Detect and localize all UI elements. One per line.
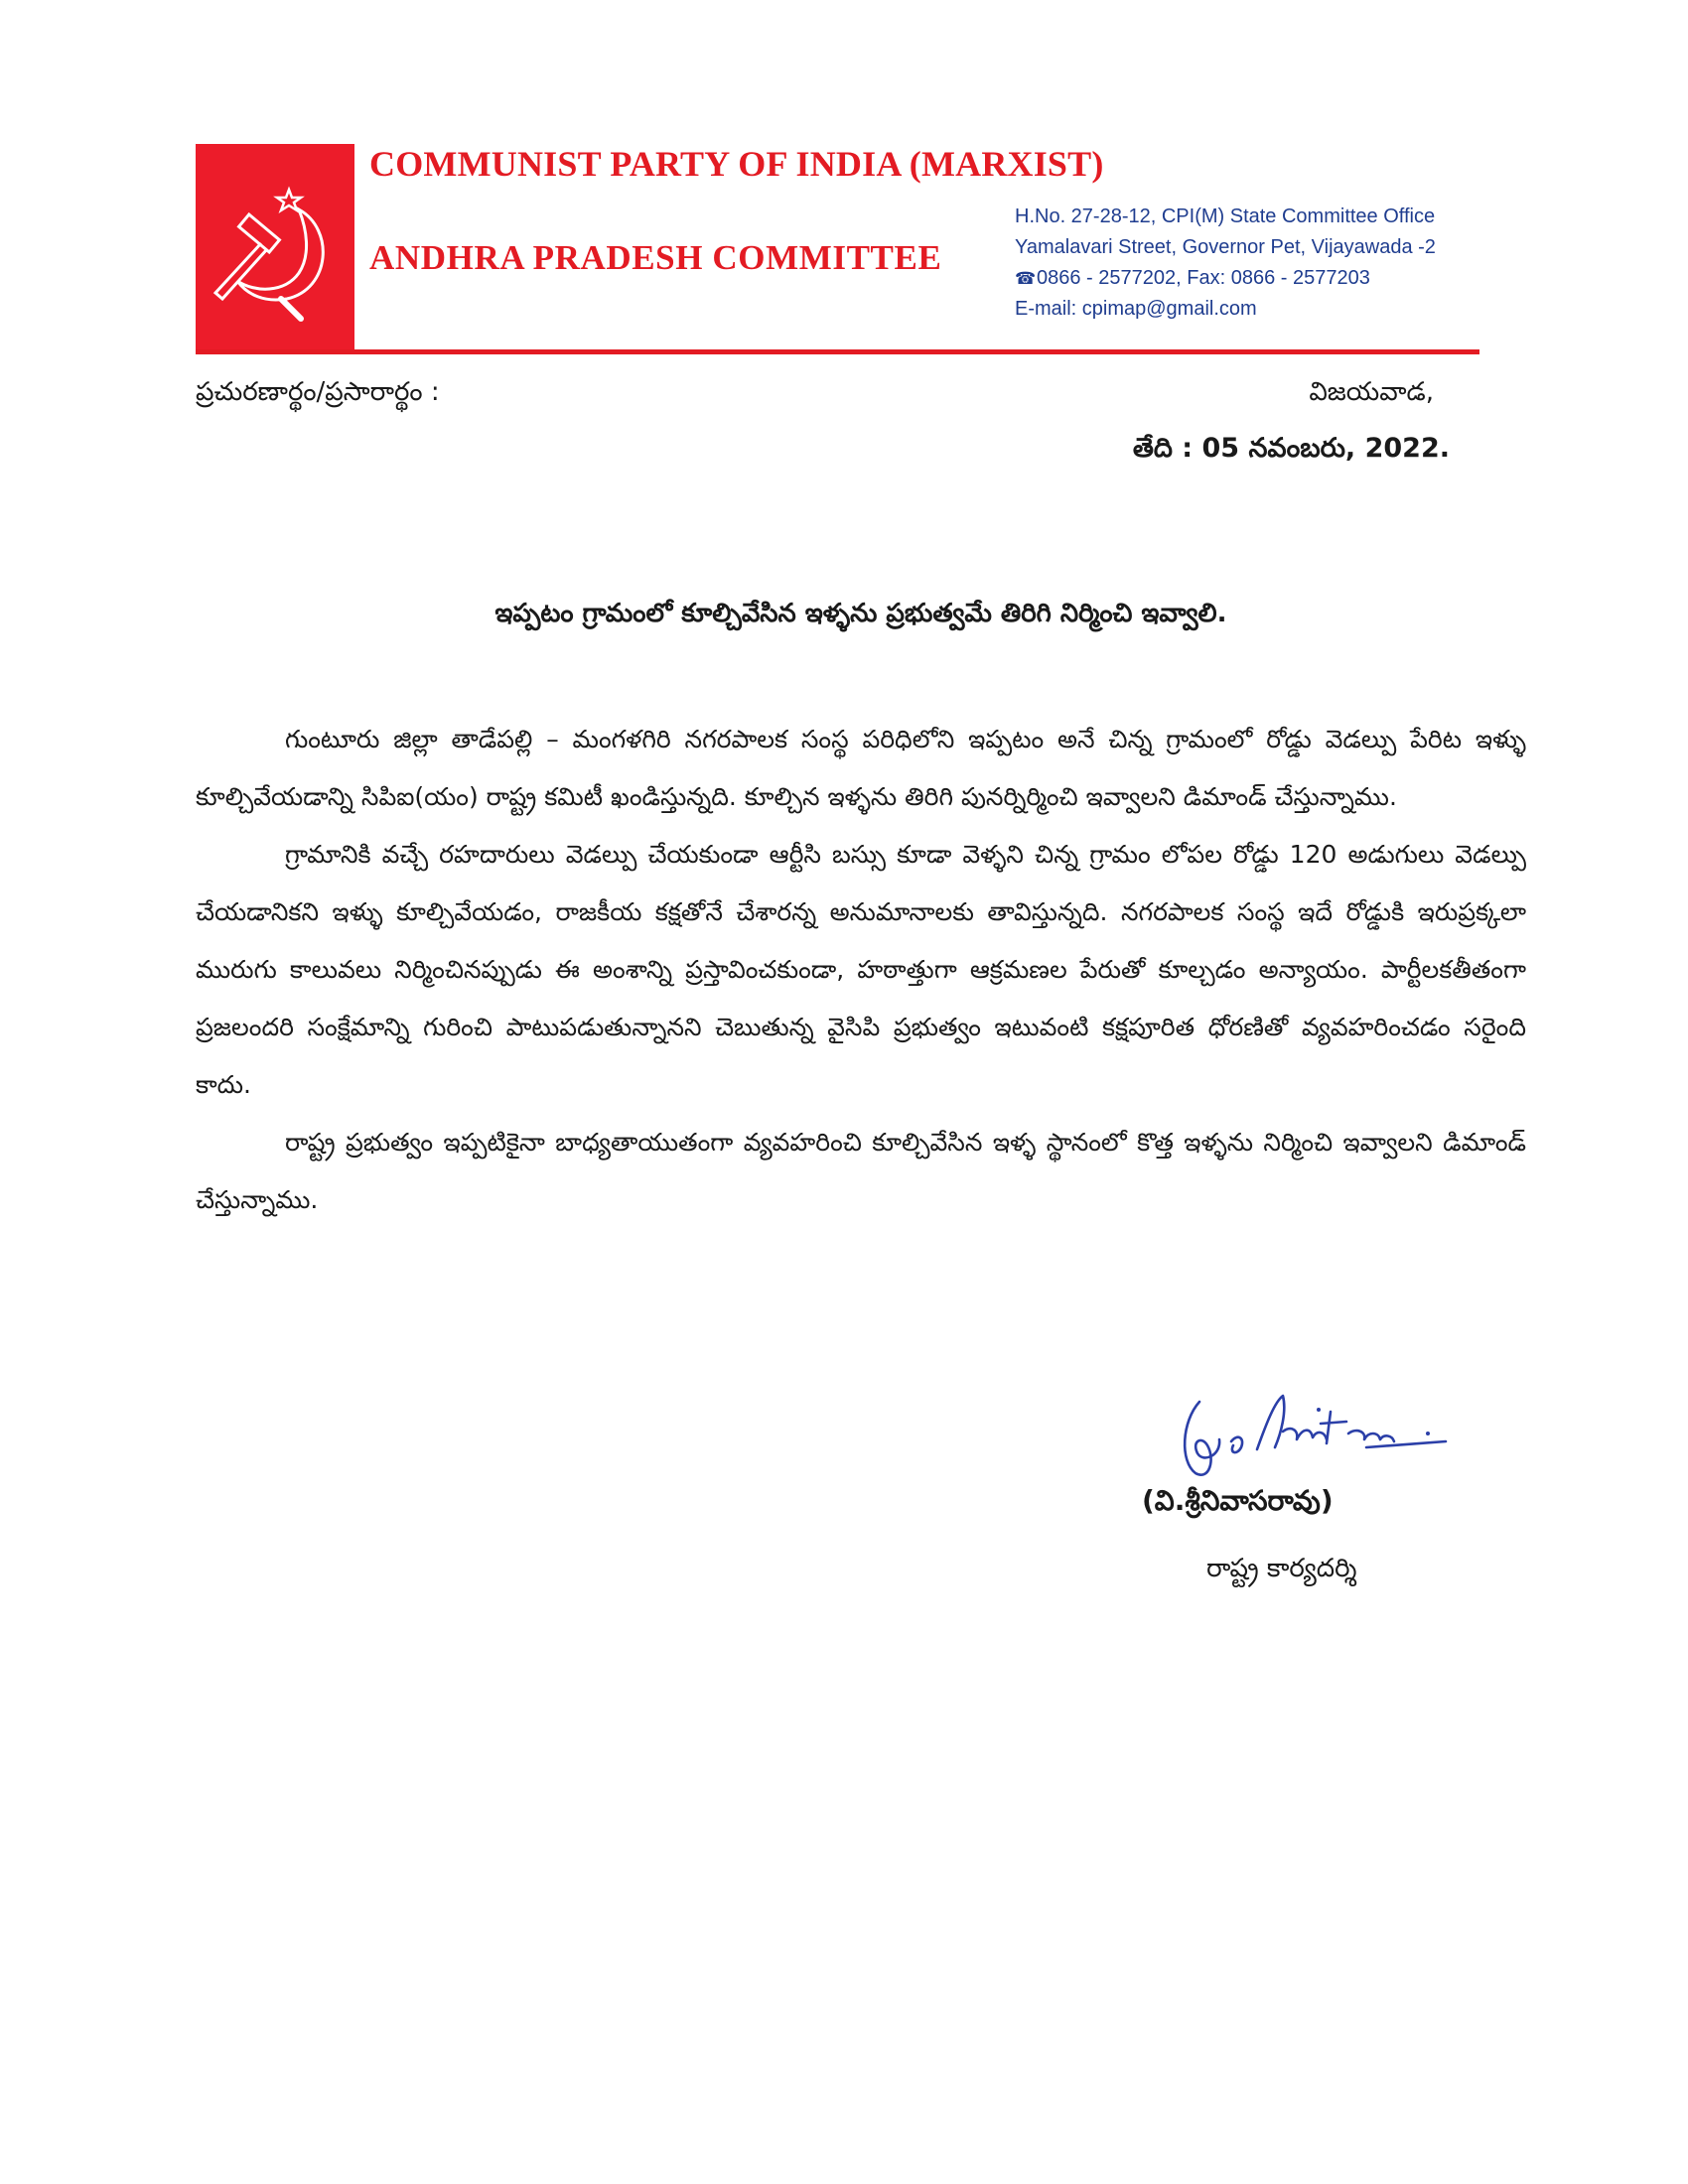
phone-line [1015,263,1436,294]
paragraph-2: గ్రామానికి వచ్చే రహదారులు వెడల్పు చేయకుండా ఆర్టీసి బస్సు కూడా వెళ్ళని చిన్న గ్రామం లోపల రోడ్డు 120 అడుగులు వెడల్పు చేయడానికని ఇళ్ళు కూల్చివేయడం, రాజకీయ కక్షతోనే చేశారన్న అనుమానాలకు తావిస్తున్నది. నగరపాలక సంస్థ ఇదే రోడ్డుకి ఇరుప్రక్కలా మురుగు కాలువలు నిర్మించినప్పుడు ఈ అంశాన్ని ప్రస్తావించకుండా, హఠాత్తుగా ఆక్రమణల పేరుతో కూల్చడం అన్యాయం. పార్టీలకతీతంగా ప్రజలందరి సంక్షేమాన్ని గురించి పాటుపడుతున్నానని చెబుతున్న వైసిపి ప్రభుత్వం ఇటువంటి కక్షపూరిత ధోరణితో వ్యవహరించడం సరైంది కాదు. [196,840,1526,1099]
email-line[interactable]: E-mail: cpimap@gmail.com [1015,298,1257,320]
contact-block [1015,202,1436,325]
telephone-icon: ☎ [1015,269,1037,288]
letterhead-divider [196,349,1479,354]
address-line-2: Yamalavari Street, Governor Pet, Vijayawada -2 [1015,236,1436,258]
date: తేది : 05 నవంబరు, 2022. [1132,433,1450,464]
paragraph-3: రాష్ట్ర ప్రభుత్వం ఇప్పటికైనా బాధ్యతాయుతంగా వ్యవహరించి కూల్చివేసిన ఇళ్ళ స్థానంలో కొత్త ఇళ్ళను నిర్మించి ఇవ్వాలని డిమాండ్ చేస్తున్నాము. [196,1128,1526,1214]
address-line-1: H.No. 27-28-12, CPI(M) State Committee Office [1015,205,1436,227]
org-committee: ANDHRA PRADESH COMMITTEE [369,238,942,277]
phone-text: 0866 - 2577202, Fax: 0866 - 2577203 [1037,267,1370,289]
headline: ఇప్పటం గ్రామంలో కూల్చివేసిన ఇళ్ళను ప్రభుత్వమే తిరిగి నిర్మించి ఇవ్వాలి. [494,599,1227,628]
signatory-name: (వి.శ్రీనివాసరావు) [1142,1484,1334,1517]
party-logo [196,144,354,354]
paragraph-1: గుంటూరు జిల్లా తాడేపల్లి – మంగళగిరి నగరపాలక సంస్థ పరిధిలోని ఇప్పటం అనే చిన్న గ్రామంలో రోడ్డు వెడల్పు పేరిట ఇళ్ళు కూల్చివేయడాన్ని సిపిఐ(యం) రాష్ట్ర కమిటీ ఖండిస్తున్నది. కూల్చిన ఇళ్ళను తిరిగి పునర్నిర్మించి ఇవ్వాలని డిమాండ్ చేస్తున్నాము. [196,725,1526,811]
handwritten-signature [1172,1382,1450,1491]
body-text [196,711,1526,1229]
press-label: ప్రచురణార్థం/ప్రసారార్థం : [196,377,440,407]
place: విజయవాడ, [1309,377,1434,407]
signatory-designation: రాష్ట్ర కార్యదర్శి [1206,1554,1357,1583]
org-name: COMMUNIST PARTY OF INDIA (MARXIST) [369,144,1104,184]
hammer-sickle-star-icon [196,144,354,354]
